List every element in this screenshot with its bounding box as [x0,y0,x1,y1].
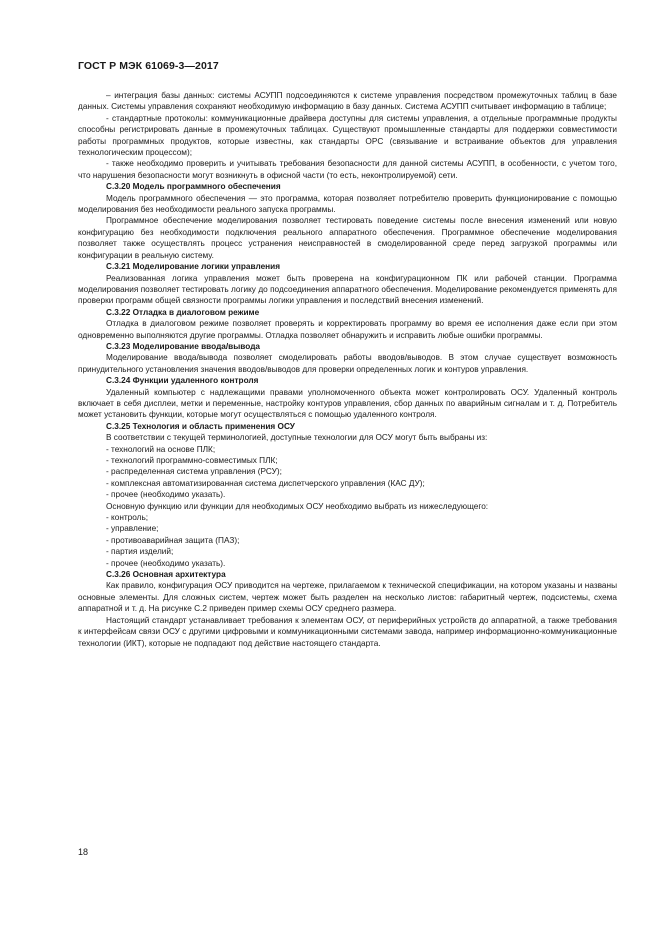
list-item: - противоаварийная защита (ПАЗ); [106,535,240,545]
section-heading: С.3.26 Основная архитектура [106,570,226,580]
paragraph: - также необходимо проверить и учитывать требования безопасности для данной системы АСУПП, в особенности, с учетом того, что нарушения безопасности могут возникнуть в офисной части (то есть, неконтролируемой) сети. [78,159,617,180]
paragraph: Моделирование ввода/вывода позволяет смоделировать работы вводов/выводов. В этом случае существует возможность принудительного установления значения вводов/выводов для проверки определенных логик и контуров управления. [78,353,617,374]
list-item: - партия изделий; [106,547,174,557]
paragraph: Основную функцию или функции для необходимых ОСУ необходимо выбрать из нижеследующего: [106,501,489,511]
paragraph: Настоящий стандарт устанавливает требования к элементам ОСУ, от периферийных устройств до аппаратной, а также требования к интерфейсам связи ОСУ с другими цифровыми и коммуникационными системами завода, например информационно-коммуникационные технологии (ИКТ), которые не подпадают под действие настоящего стандарта. [78,615,617,648]
paragraph: Модель программного обеспечения — это программа, которая позволяет потребителю проверить функционирование с помощью моделирования без необходимости реального запуска программы. [78,193,617,215]
list-item: - распределенная система управления (РСУ); [106,467,282,477]
section-heading: С.3.23 Моделирование ввода/вывода [106,341,261,351]
section-heading: С.3.20 Модель программного обеспечения [106,182,281,192]
section-heading: С.3.25 Технология и область применения ОСУ [106,421,295,431]
list-item: - прочее (необходимо указать). [106,490,226,500]
paragraph: Как правило, конфигурация ОСУ приводится на чертеже, прилагаемом к технической спецификации, на котором указаны и названы основные элементы. Для сложных систем, чертеж может быть разделен на несколько листов: габаритный чертеж, подсистемы, схема аппаратной и т. д. На рисунке С.2 приведен пример схемы ОСУ среднего размера. [78,581,617,614]
paragraph: - стандартные протоколы: коммуникационные драйвера доступны для системы управления, а отдельные программные продукты способны регистрировать данные в промежуточных таблицах. Существуют промышленные стандарты для поддержки совместимости работы программных продуктов, которые известны, как стандарты OPC (связывание и встраивание объектов для управления технологическим процессом); [78,113,617,158]
paragraph: Удаленный компьютер с надлежащими правами уполномоченного объекта может контролировать ОСУ. Удаленный контроль включает в себя дисплеи, метки и переменные, настройку контуров управления, сбор данных по аварийным сигналам и т. д. Потребитель может установить функции, которые могут осуществляться с помощью удаленного контроля. [78,387,617,420]
list-item: - прочее (необходимо указать). [106,558,226,568]
paragraph: В соответствии с текущей терминологией, доступные технологии для ОСУ могут быть выбраны из: [106,433,488,443]
paragraph: – интеграция базы данных: системы АСУПП подсоединяются к системе управления посредством промежуточных таблиц в базе данных. Системы управления сохраняют необходимую информацию в базу данных. Система АСУПП считывает информацию в таблице; [78,91,617,112]
section-heading: С.3.22 Отладка в диалоговом режиме [106,307,260,317]
list-item: - комплексная автоматизированная система диспетчерского управления (КАС ДУ); [106,478,425,488]
page-number: 18 [78,847,89,857]
paragraph: Реализованная логика управления может быть проверена на конфигурационном ПК или рабочей станции. Программа моделирования позволяет тестировать логику до подсоединения аппаратного обеспечения. Моделирование рекомендуется применять для проверки программ общей связности программы логики управления и последствий внесения изменений. [78,273,617,306]
section-heading: С.3.21 Моделирование логики управления [106,262,281,272]
document-body [78,90,617,649]
section-heading: С.3.24 Функции удаленного контроля [106,376,259,386]
list-item: - контроль; [106,513,149,523]
paragraph: Отладка в диалоговом режиме позволяет проверять и корректировать программу во время ее исполнения даже если при этом одновременно выполняются другие программы. Отладка позволяет обнаружить и исправить любые ошибки программы. [78,319,617,340]
list-item: - управление; [106,524,159,534]
list-item: - технологий программно-совместимых ПЛК; [106,456,278,465]
paragraph: Программное обеспечение моделирования позволяет тестировать поведение системы после внесения изменений или новую конфигурацию без необходимости подключения реального аппаратного обеспечения. Программное обеспечение моделирования позволяет также осуществлять процесс устранения неисправностей в смоделированной среде перед загрузкой программы или конфигурации в реальную систему. [78,216,617,260]
list-item: - технологий на основе ПЛК; [106,444,216,454]
document-header: ГОСТ Р МЭК 61069-3—2017 [78,60,219,72]
